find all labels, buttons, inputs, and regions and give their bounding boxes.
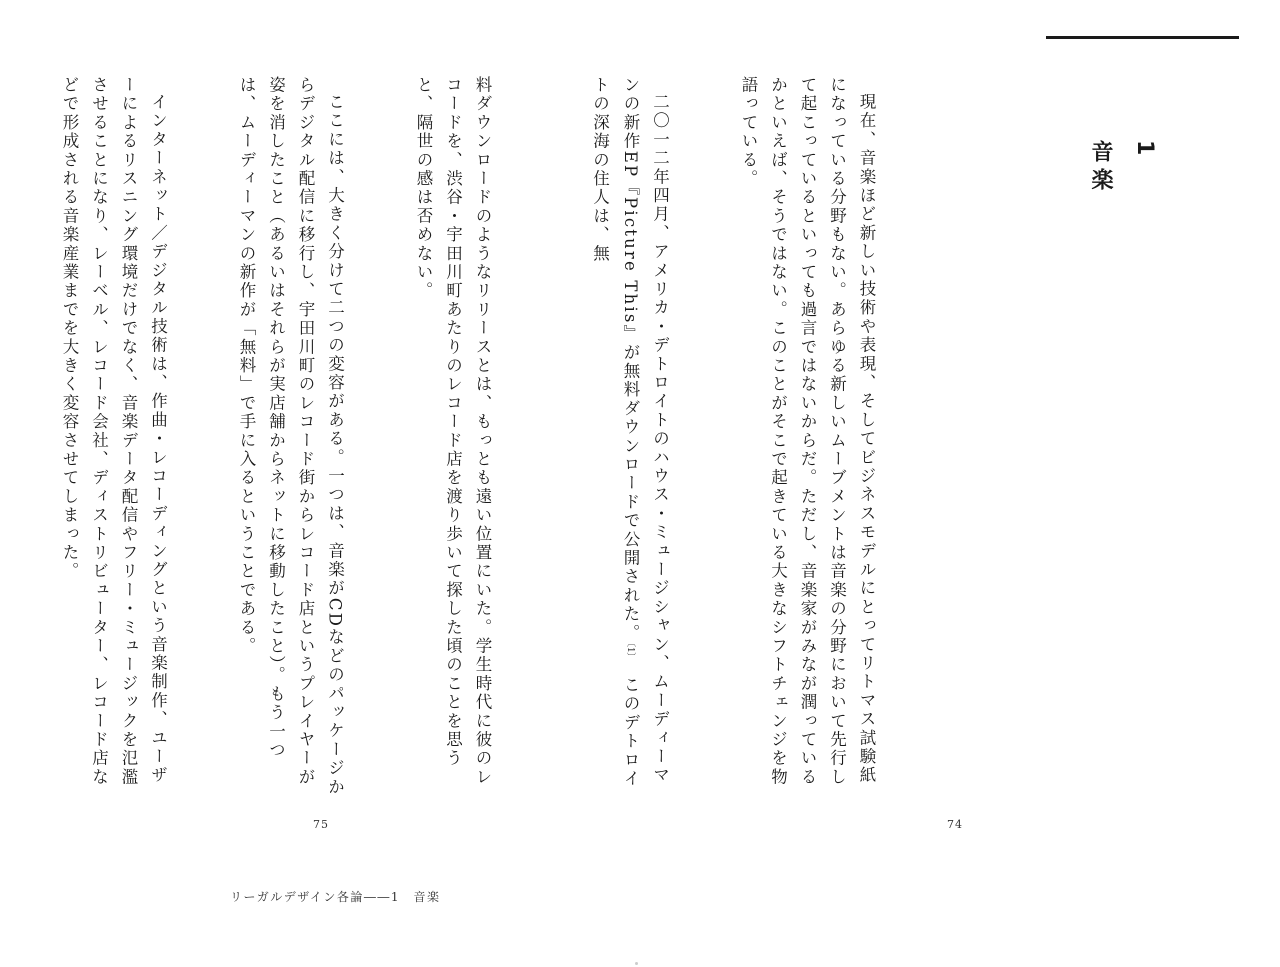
left-paragraph-1: 料ダウンロードのようなリリースとは、もっとも遠い位置にいた。学生時代に彼のレコードを、渋谷・宇田川町あたりのレコード店を渡り歩いて探した頃のことを思うと、隔世の感は否めない。: [414, 76, 492, 787]
running-head: リーガルデザイン各論――1 音楽: [230, 890, 441, 904]
page-number-right: 74: [947, 818, 963, 831]
note-reference: 〔1〕: [625, 642, 635, 658]
right-paragraph-2-continued: このデトロイトの深海の住人は、無: [590, 76, 640, 789]
right-paragraph-2-text: 二〇一二年四月、アメリカ・デトロイトのハウス・ミュージシャン、ムーディーマンの新作EP『Picture This』が無料ダウンロードで公開された。: [621, 76, 670, 785]
right-paragraph-2: [585, 76, 675, 796]
right-page-body: [590, 76, 940, 796]
chapter-rule: [1046, 36, 1239, 39]
left-paragraph-3: インターネット／デジタル技術は、作曲・レコーディングという音楽制作、ユーザーによるリスニング環境だけでなく、音楽データ配信やフリー・ミュージックを氾濫させることになり、レーベル、レコード会社、ディストリビューター、レコード店などで形成される音楽産業までを大きく変容させてしまった。: [60, 76, 168, 787]
gutter-mark: [635, 962, 638, 965]
chapter-title: 音楽: [1088, 140, 1113, 196]
chapter-number: 1: [1132, 140, 1157, 162]
left-page-body: [60, 76, 556, 796]
right-paragraph-1: 現在、音楽ほど新しい技術や表現、そしてビジネスモデルにとってリトマス試験紙になっている分野もない。あらゆる新しいムーブメントは音楽の分野において先行して起こっているといっても過言ではないからだ。ただし、音楽家がみなが潤っているかといえば、そうではない。このことがそこで起きている大きなシフトチェンジを物語っている。: [739, 76, 876, 787]
left-paragraph-2: ここには、大きく分けて二つの変容がある。一つは、音楽がCDなどのパッケージからデジタル配信に移行し、宇田川町のレコード街からレコード店というプレイヤーが姿を消したこと（あるいはそれらが実店舗からネットに移動したこと）。もう一つは、ムーディーマンの新作が「無料」で手に入るということである。: [237, 76, 345, 796]
chapter-heading: [1088, 140, 1166, 203]
page-number-left: 75: [313, 818, 329, 831]
